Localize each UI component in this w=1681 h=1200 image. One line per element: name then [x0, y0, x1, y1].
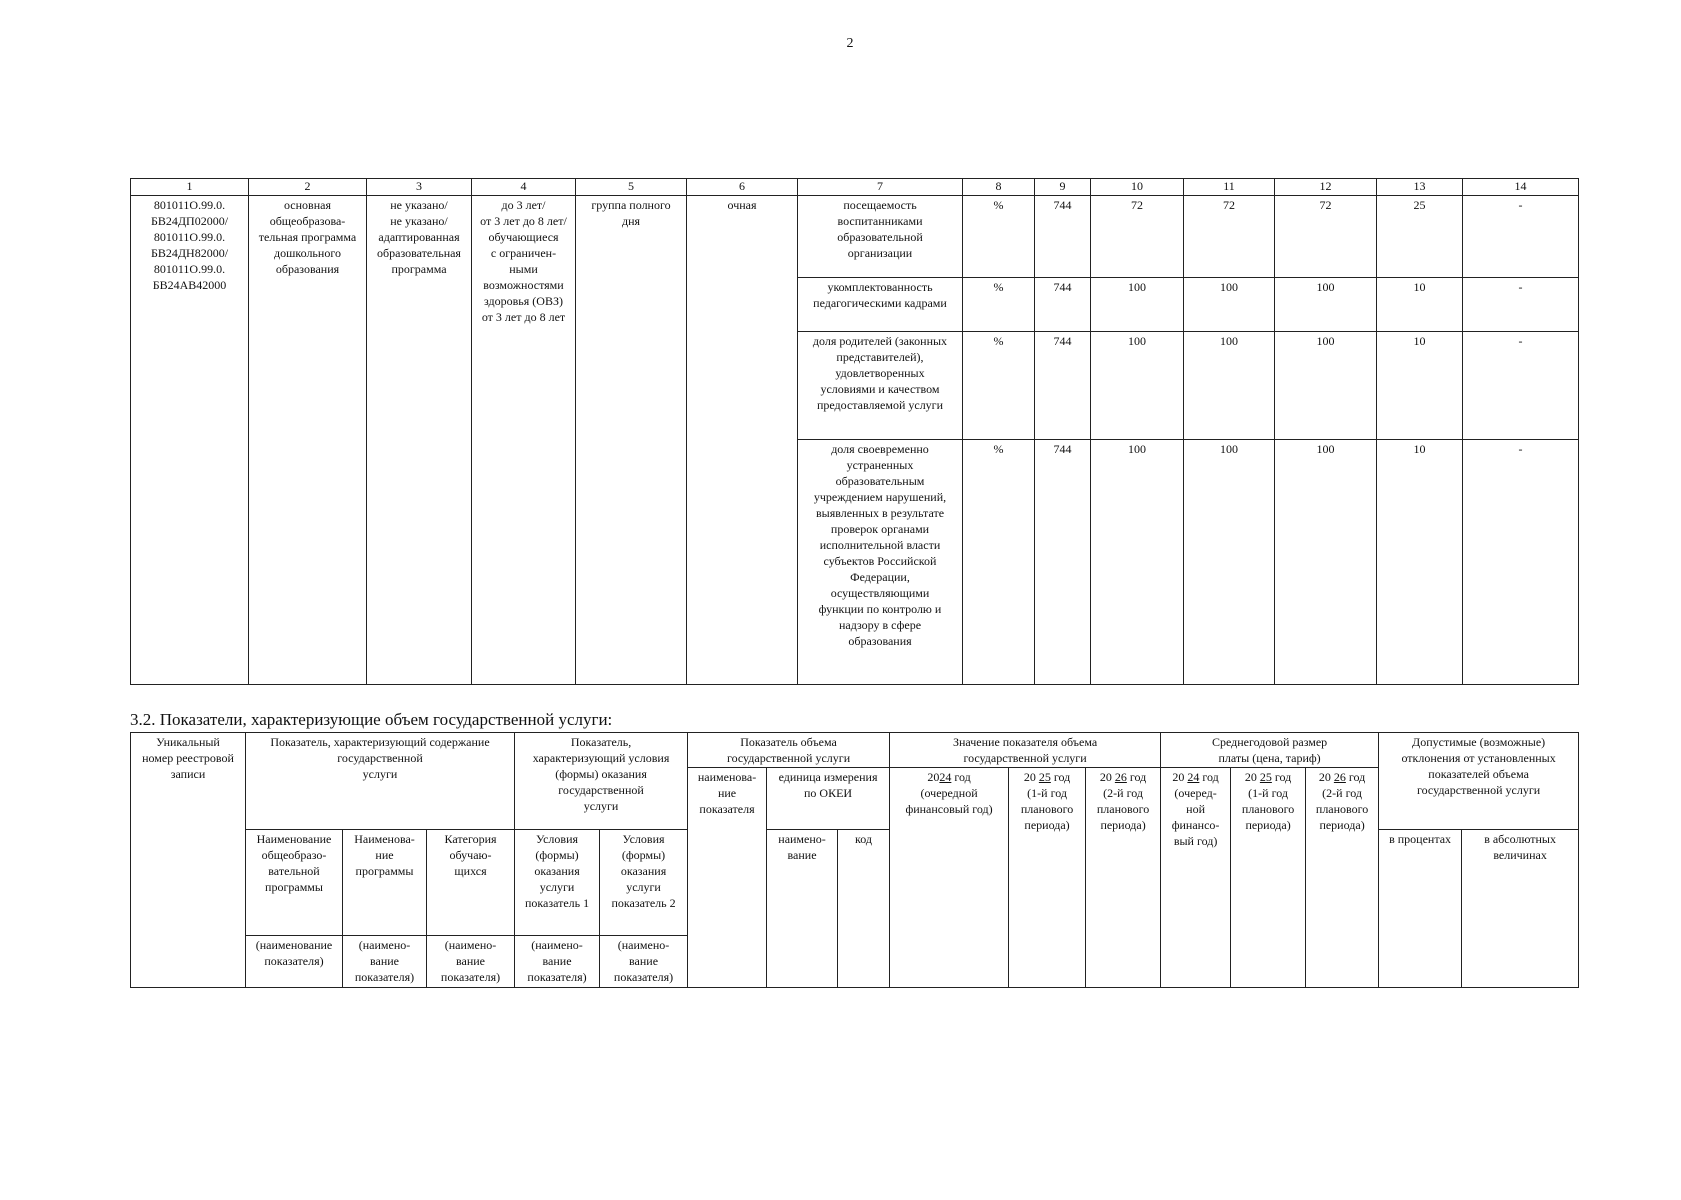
unit-name-header: наимено- вание	[767, 830, 838, 988]
volume-indicator-header: Показатель объема государственной услуги	[688, 733, 890, 768]
table-row	[131, 196, 1579, 278]
value-year3: 72	[1275, 196, 1377, 278]
okei-unit-header: единица измерения по ОКЕИ	[767, 768, 890, 830]
deviation-percent: 25	[1377, 196, 1463, 278]
program-name-header: Наименование общеобразо- вательной программы	[246, 830, 343, 936]
sub-label: (наименование показателя)	[246, 936, 343, 988]
unique-number-header: Уникальный номер реестровой записи	[131, 733, 246, 988]
section-title: 3.2. Показатели, характеризующие объем государственной услуги:	[130, 710, 613, 729]
col-number: 14	[1463, 179, 1579, 196]
condition1-header: Условия (формы) оказания услуги показатель 1	[515, 830, 600, 936]
sub-label: (наимено- вание показателя)	[515, 936, 600, 988]
year-value: 24	[1187, 770, 1200, 784]
col-number: 8	[963, 179, 1035, 196]
condition2-header: Условия (формы) оказания услуги показатель 2	[600, 830, 688, 936]
col-number: 5	[576, 179, 687, 196]
unit: %	[963, 332, 1035, 440]
value-year2: 100	[1184, 440, 1275, 685]
page-number: 2	[846, 36, 854, 51]
col-number: 6	[687, 179, 798, 196]
deviation-percent: 10	[1377, 332, 1463, 440]
avg-fee-header: Среднегодовой размер платы (цена, тариф)	[1161, 733, 1379, 768]
col-number: 12	[1275, 179, 1377, 196]
col-number: 7	[798, 179, 963, 196]
okei-code: 744	[1035, 196, 1091, 278]
group-type: группа полного дня	[576, 196, 687, 685]
conditions-indicator-header: Показатель, характеризующий условия (формы) оказания государственной услуги	[515, 733, 688, 830]
indicator-name: посещаемость воспитанниками образовательной организации	[798, 196, 963, 278]
value-year3: 100	[1275, 278, 1377, 332]
percent-header: в процентах	[1379, 830, 1462, 988]
deviation-absolute: -	[1463, 278, 1579, 332]
unit: %	[963, 278, 1035, 332]
indicator-name-header: наименова- ние показателя	[688, 768, 767, 988]
col-number: 10	[1091, 179, 1184, 196]
col-number: 1	[131, 179, 249, 196]
value-year1: 72	[1091, 196, 1184, 278]
sub-label: (наимено- вание показателя)	[427, 936, 515, 988]
value-year3: 100	[1275, 440, 1377, 685]
col-number: 9	[1035, 179, 1091, 196]
code-header: код	[838, 830, 890, 988]
value-year2: 72	[1184, 196, 1275, 278]
year-value: 25	[1259, 770, 1272, 784]
value-year1: 100	[1091, 440, 1184, 685]
indicator-name: укомплектованность педагогическими кадрами	[798, 278, 963, 332]
col-number: 2	[249, 179, 367, 196]
value-year1: 100	[1091, 278, 1184, 332]
year-value: 25	[1038, 770, 1051, 784]
year-value: 26	[1333, 770, 1346, 784]
col-number: 4	[472, 179, 576, 196]
fee-year2-header: 20 25 год (1-й год планового периода)	[1231, 768, 1306, 988]
indicator-name: доля своевременно устраненных образовательным учреждением нарушений, выявленных в результате проверок органами исполнительной власти субъектов Российской Федерации, осуществляющими функции по контролю и надзору в сфере образования	[798, 440, 963, 685]
okei-code: 744	[1035, 440, 1091, 685]
program-name: основная общеобразова- тельная программа дошкольного образования	[249, 196, 367, 685]
deviation-percent: 10	[1377, 440, 1463, 685]
registry-number: 801011О.99.0. БВ24ДП02000/ 801011О.99.0. БВ24ДН82000/ 801011О.99.0. БВ24АВ42000	[131, 196, 249, 685]
table-header-row	[131, 733, 1579, 768]
volume-year3-header: 20 26 год (2-й год планового периода)	[1086, 768, 1161, 988]
sub-label: (наимено- вание показателя)	[343, 936, 427, 988]
education-form: очная	[687, 196, 798, 685]
absolute-header: в абсолютных величинах	[1462, 830, 1579, 988]
volume-year2-header: 20 25 год (1-й год планового периода)	[1009, 768, 1086, 988]
deviation-absolute: -	[1463, 332, 1579, 440]
value-year2: 100	[1184, 278, 1275, 332]
col-number: 13	[1377, 179, 1463, 196]
year-value: 26	[1114, 770, 1127, 784]
deviation-absolute: -	[1463, 440, 1579, 685]
program-header: Наименова- ние программы	[343, 830, 427, 936]
deviation-percent: 10	[1377, 278, 1463, 332]
value-year1: 100	[1091, 332, 1184, 440]
indicator-name: доля родителей (законных представителей), удовлетворенных условиями и качеством предоставляемой услуги	[798, 332, 963, 440]
sub-label: (наимено- вание показателя)	[600, 936, 688, 988]
student-category: до 3 лет/ от 3 лет до 8 лет/ обучающиеся с ограничен- ными возможностями здоровья (ОВЗ) от 3 лет до 8 лет	[472, 196, 576, 685]
fee-year1-header: 20 24 год (очеред- ной финансо- вый год)	[1161, 768, 1231, 988]
col-number: 11	[1184, 179, 1275, 196]
okei-code: 744	[1035, 278, 1091, 332]
year-value: 24	[939, 770, 952, 784]
volume-indicators-table	[130, 732, 1579, 988]
content-indicator-header: Показатель, характеризующий содержание государственной услуги	[246, 733, 515, 830]
okei-code: 744	[1035, 332, 1091, 440]
column-number-row	[131, 179, 1579, 196]
value-year2: 100	[1184, 332, 1275, 440]
fee-year3-header: 20 26 год (2-й год планового периода)	[1306, 768, 1379, 988]
allowed-deviation-header: Допустимые (возможные) отклонения от установленных показателей объема государственной услуги	[1379, 733, 1579, 830]
quality-indicators-table	[130, 178, 1579, 685]
program-type: не указано/ не указано/ адаптированная образовательная программа	[367, 196, 472, 685]
unit: %	[963, 196, 1035, 278]
volume-value-header: Значение показателя объема государственной услуги	[890, 733, 1161, 768]
col-number: 3	[367, 179, 472, 196]
deviation-absolute: -	[1463, 196, 1579, 278]
unit: %	[963, 440, 1035, 685]
volume-year1-header: 2024 год (очередной финансовый год)	[890, 768, 1009, 988]
category-header: Категория обучаю- щихся	[427, 830, 515, 936]
value-year3: 100	[1275, 332, 1377, 440]
